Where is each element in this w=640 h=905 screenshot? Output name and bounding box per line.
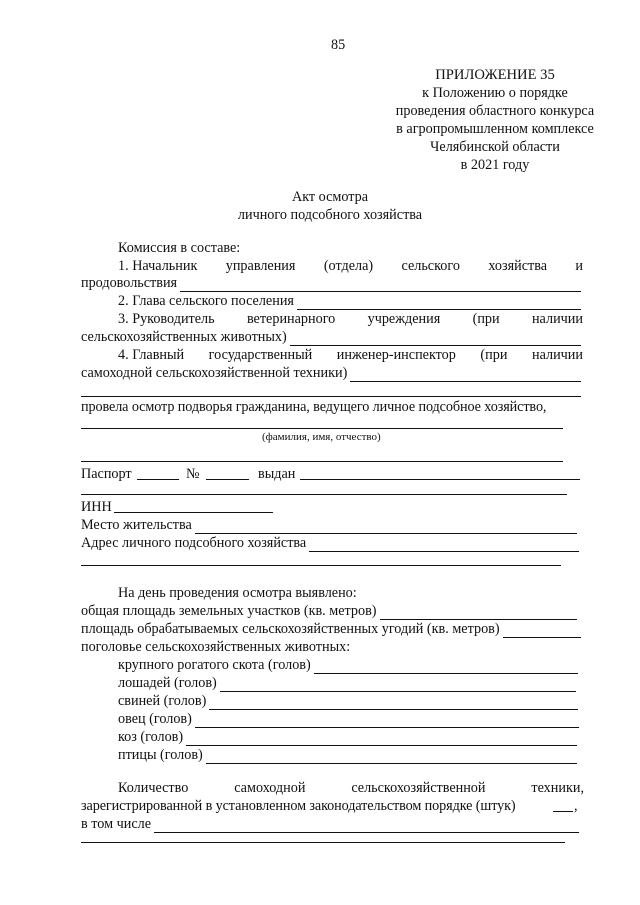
word: наличии [531,347,583,363]
livestock-row[interactable] [118,710,579,728]
inn-label: ИНН [81,499,112,515]
label: сельскохозяйственных животных) [81,329,287,345]
inn-field[interactable] [114,512,273,513]
label: лошадей (голов) [118,675,217,691]
appendix-line: в 2021 году [460,157,530,173]
commission-item-2[interactable] [118,292,581,310]
fio-line[interactable] [81,428,563,429]
fill-line[interactable] [195,520,577,534]
word: управления [225,258,296,274]
label: овец (голов) [118,711,192,727]
word: (отдела) [323,258,374,274]
appendix-title: ПРИЛОЖЕНИЕ 35 [435,67,555,83]
word: 1. Начальник [118,258,198,274]
label: коз (голов) [118,729,184,745]
word: наличии [531,311,583,327]
fill-line[interactable] [314,660,578,674]
act-title-line1: Акт осмотра [291,189,369,205]
appendix-line: проведения областного конкурса [395,103,595,119]
word: ветеринарного [246,311,336,327]
word: хозяйства [488,258,548,274]
machinery-comma: , [574,798,578,814]
act-title-line2: личного подсобного хозяйства [237,207,423,223]
word: государственный [208,347,313,363]
word: сельского [401,258,460,274]
passport-number-field[interactable] [206,479,249,480]
machinery-blank-line[interactable] [81,842,565,843]
passport-number-sign: № [186,466,200,482]
commission-item-4 [118,346,583,364]
label: продовольствия [81,275,178,291]
word: 4. Главный [118,347,185,363]
commission-item-4-cont[interactable] [81,364,581,382]
farm-address-row[interactable] [81,534,579,552]
word: сельскохозяйственной [351,780,486,796]
word: самоходной [234,780,306,796]
fill-line[interactable] [309,538,579,552]
machinery-line-1 [118,779,584,797]
fill-line[interactable] [350,368,581,382]
commission-intro: Комиссия в составе: [118,240,241,256]
word: инженер-инспектор [336,347,456,363]
commission-item-1 [118,257,583,275]
livestock-row[interactable] [118,692,578,710]
residence-row[interactable] [81,516,577,534]
word: (при [480,347,508,363]
label: общая площадь земельных участков (кв. метров) [81,603,377,619]
act-title [180,188,480,224]
fill-line[interactable] [220,678,576,692]
cultivated-area-row[interactable] [81,620,581,638]
word: (при [472,311,500,327]
commission-item-1-cont[interactable] [81,274,581,292]
fio-caption: (фамилия, имя, отчество) [262,431,381,443]
label: птицы (голов) [118,747,203,763]
fio-line-2[interactable] [81,461,563,462]
commission-item-3 [118,310,583,328]
word: 3. Руководитель [118,311,215,327]
findings-intro: На день проведения осмотра выявлено: [118,585,357,601]
passport-issued-field[interactable] [300,479,580,480]
word: техники, [531,780,584,796]
label: крупного рогатого скота (голов) [118,657,311,673]
word: Количество [118,780,189,796]
passport-issued-label: выдан [258,466,296,482]
farm-address-line-2[interactable] [81,565,561,566]
page-number: 85 [331,37,346,53]
appendix-line: к Положению о порядке [422,85,568,101]
label: самоходной сельскохозяйственной техники) [81,365,348,381]
fill-line[interactable] [380,606,577,620]
total-area-row[interactable] [81,602,577,620]
fill-line[interactable] [206,750,577,764]
label: свиней (голов) [118,693,207,709]
label: Место жительства [81,517,192,533]
livestock-row[interactable] [118,728,577,746]
appendix-header [350,66,640,174]
machinery-count-field[interactable] [553,811,573,812]
machinery-line-2: зарегистрированной в установленном законодательством порядке (штук) [81,798,516,814]
fill-line[interactable] [290,332,581,346]
label: 2. Глава сельского поселения [118,293,294,309]
passport-label: Паспорт [81,466,132,482]
commission-item-3-cont[interactable] [81,328,581,346]
fill-line[interactable] [195,714,579,728]
livestock-row[interactable] [118,656,578,674]
label: площадь обрабатываемых сельскохозяйственных угодий (кв. метров) [81,621,500,637]
appendix-line: Челябинской области [430,139,560,155]
label: в том числе [81,816,152,832]
fill-line[interactable] [154,819,579,833]
passport-series-field[interactable] [137,479,179,480]
appendix-line: в агропромышленном комплексе [396,121,594,137]
fill-line[interactable] [297,296,581,310]
fill-line[interactable] [503,624,581,638]
word: учреждения [367,311,441,327]
machinery-including-row[interactable] [81,815,579,833]
livestock-row[interactable] [118,674,576,692]
fill-line[interactable] [209,696,578,710]
word: и [575,258,583,274]
fill-line[interactable] [180,278,581,292]
label: Адрес личного подсобного хозяйства [81,535,307,551]
commission-blank-line[interactable] [81,396,581,397]
passport-issued-field-2[interactable] [81,494,567,495]
inspection-text: провела осмотр подворья гражданина, ведущего личное подсобное хозяйство, [81,399,547,415]
fill-line[interactable] [186,732,577,746]
livestock-row[interactable] [118,746,577,764]
livestock-header: поголовье сельскохозяйственных животных: [81,639,351,655]
